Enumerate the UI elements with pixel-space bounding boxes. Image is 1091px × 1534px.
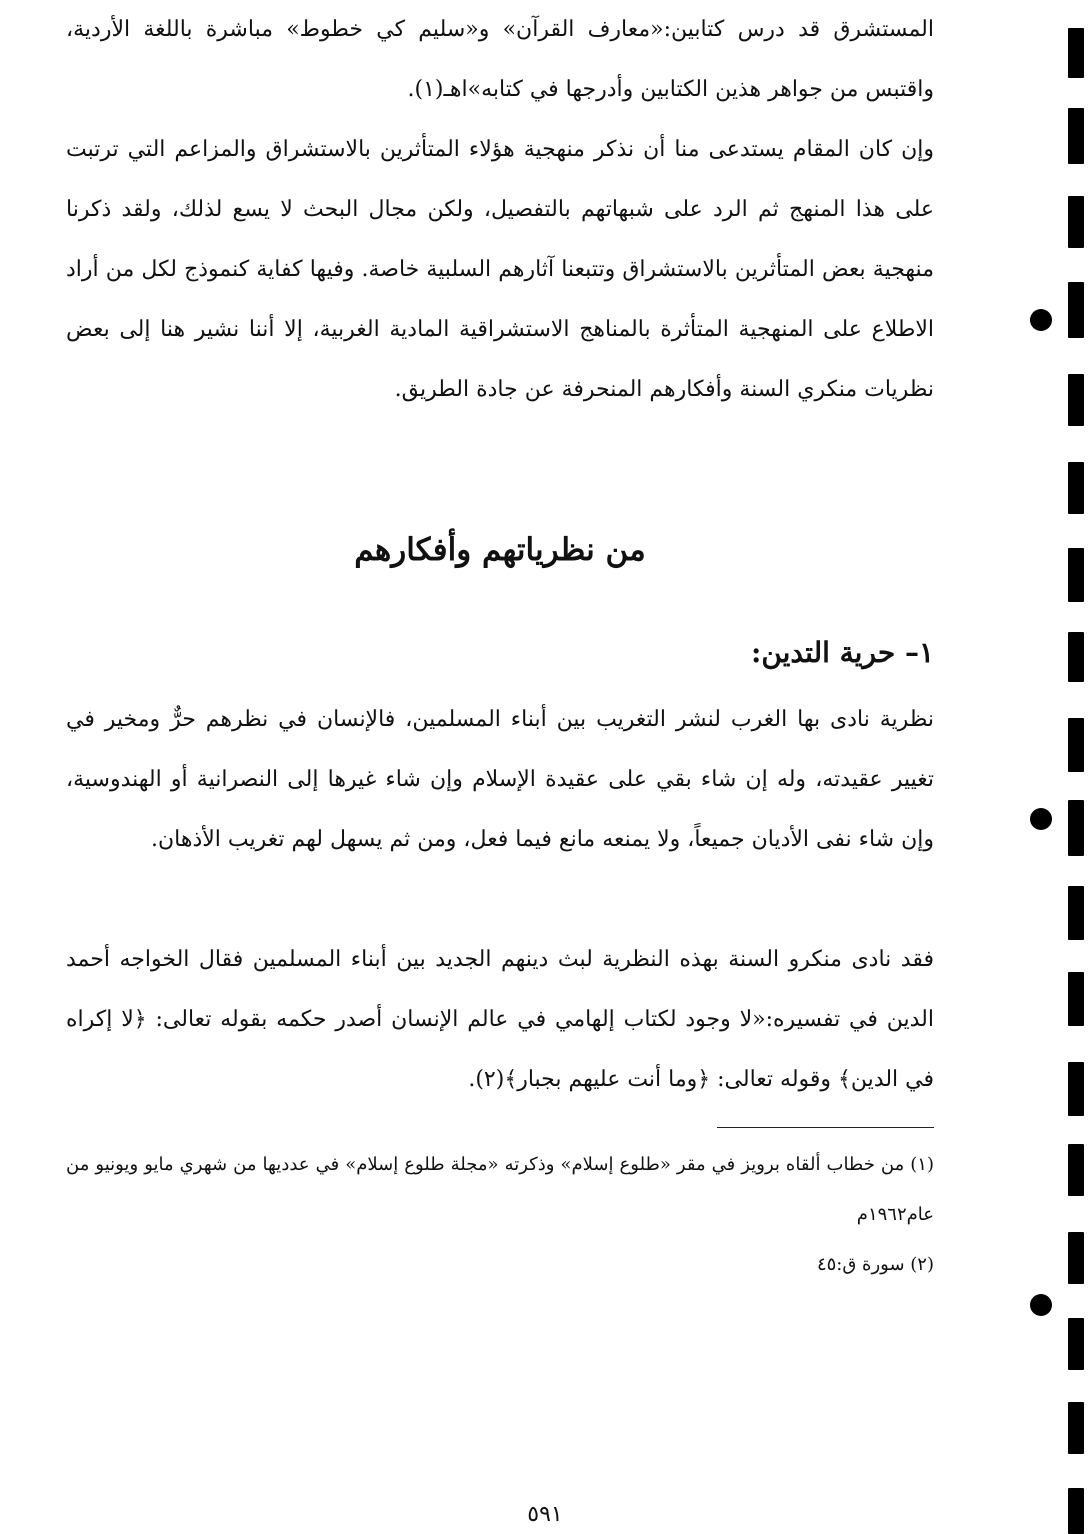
binding-mark xyxy=(1068,462,1084,514)
page-number: ٥٩١ xyxy=(527,1502,563,1527)
binding-mark xyxy=(1068,800,1084,856)
paragraph-quran-deniers-quote: فقد نادى منكرو السنة بهذه النظرية لبث دينهم الجديد بين أبناء المسلمين فقال الخواجه أحمد الدين في تفسيره:«لا وجود لكتاب إلهامي في عالم الإنسان أصدر حكمه بقوله تعالى: ﴿لا إكراه في الدين﴾ وقوله تعالى: ﴿وما أنت عليهم بجبار﴾(٢). xyxy=(66,947,934,1092)
binding-mark xyxy=(1068,1402,1084,1454)
binding-mark xyxy=(1068,196,1084,248)
binding-mark xyxy=(1068,886,1084,940)
binding-mark xyxy=(1068,1488,1084,1534)
binding-mark xyxy=(1068,1062,1084,1116)
footnotes xyxy=(66,1140,934,1290)
binding-mark xyxy=(1068,718,1084,772)
paragraph-orientalism-methodology: وإن كان المقام يستدعى منا أن نذكر منهجية هؤلاء المتأثرين بالاستشراق والمزاعم التي ترتبت على هذا المنهج ثم الرد على شبهاتهم بالتفصيل، ولكن مجال البحث لا يسع لذلك، ولقد ذكرنا منهجية بعض المتأثرين بالاستشراق وتتبعنا آثارهم السلبية خاصة. وفيها كفاية كنموذج لكل من أراد الاطلاع على المنهجية المتأثرة بالمناهج الاستشراقية المادية الغربية، إلا أننا نشير هنا إلى بعض نظريات منكري السنة وأفكارهم المنحرفة عن جادة الطريق. xyxy=(66,137,934,402)
binding-mark xyxy=(1068,108,1084,164)
binding-mark xyxy=(1068,1318,1084,1370)
binding-mark xyxy=(1068,282,1084,338)
punch-hole xyxy=(1030,808,1052,830)
paragraph-freedom-of-religion-theory: نظرية نادى بها الغرب لنشر التغريب بين أبناء المسلمين، فالإنسان في نظرهم حرٌّ ومخير في تغيير عقيدته، وله إن شاء بقي على عقيدة الإسلام وإن شاء غيرها إلى النصرانية أو الهندوسية، وإن شاء نفى الأديان جميعاً، ولا يمنعه مانع فيما فعل، ومن ثم يسهل لهم تغريب الأذهان. xyxy=(66,707,934,852)
section-heading: من نظرياتهم وأفكارهم xyxy=(354,532,646,568)
footnote-divider xyxy=(717,1127,934,1128)
binding-mark xyxy=(1068,1232,1084,1284)
paragraph-continuation: المستشرق قد درس كتابين:«معارف القرآن» و«سليم كي خطوط» مباشرة باللغة الأردية، واقتبس من جواهر هذين الكتابين وأدرجها في كتابه»اهـ(١). xyxy=(66,17,934,102)
punch-hole xyxy=(1030,309,1052,331)
binding-mark xyxy=(1068,1144,1084,1196)
punch-hole xyxy=(1030,1294,1052,1316)
footnote-2: (٢) سورة ق:٤٥ xyxy=(816,1254,934,1275)
binding-mark xyxy=(1068,28,1084,78)
binding-mark xyxy=(1068,548,1084,602)
subsection-heading: ١– حرية التدين: xyxy=(750,636,934,669)
footnote-1: (١) من خطاب ألقاه برويز في مقر «طلوع إسلام» وذكرته «مجلة طلوع إسلام» في عدديها من شهري مايو ويونيو من عام١٩٦٢م xyxy=(66,1154,934,1225)
binding-mark xyxy=(1068,972,1084,1026)
binding-mark xyxy=(1068,374,1084,426)
binding-mark xyxy=(1068,632,1084,682)
